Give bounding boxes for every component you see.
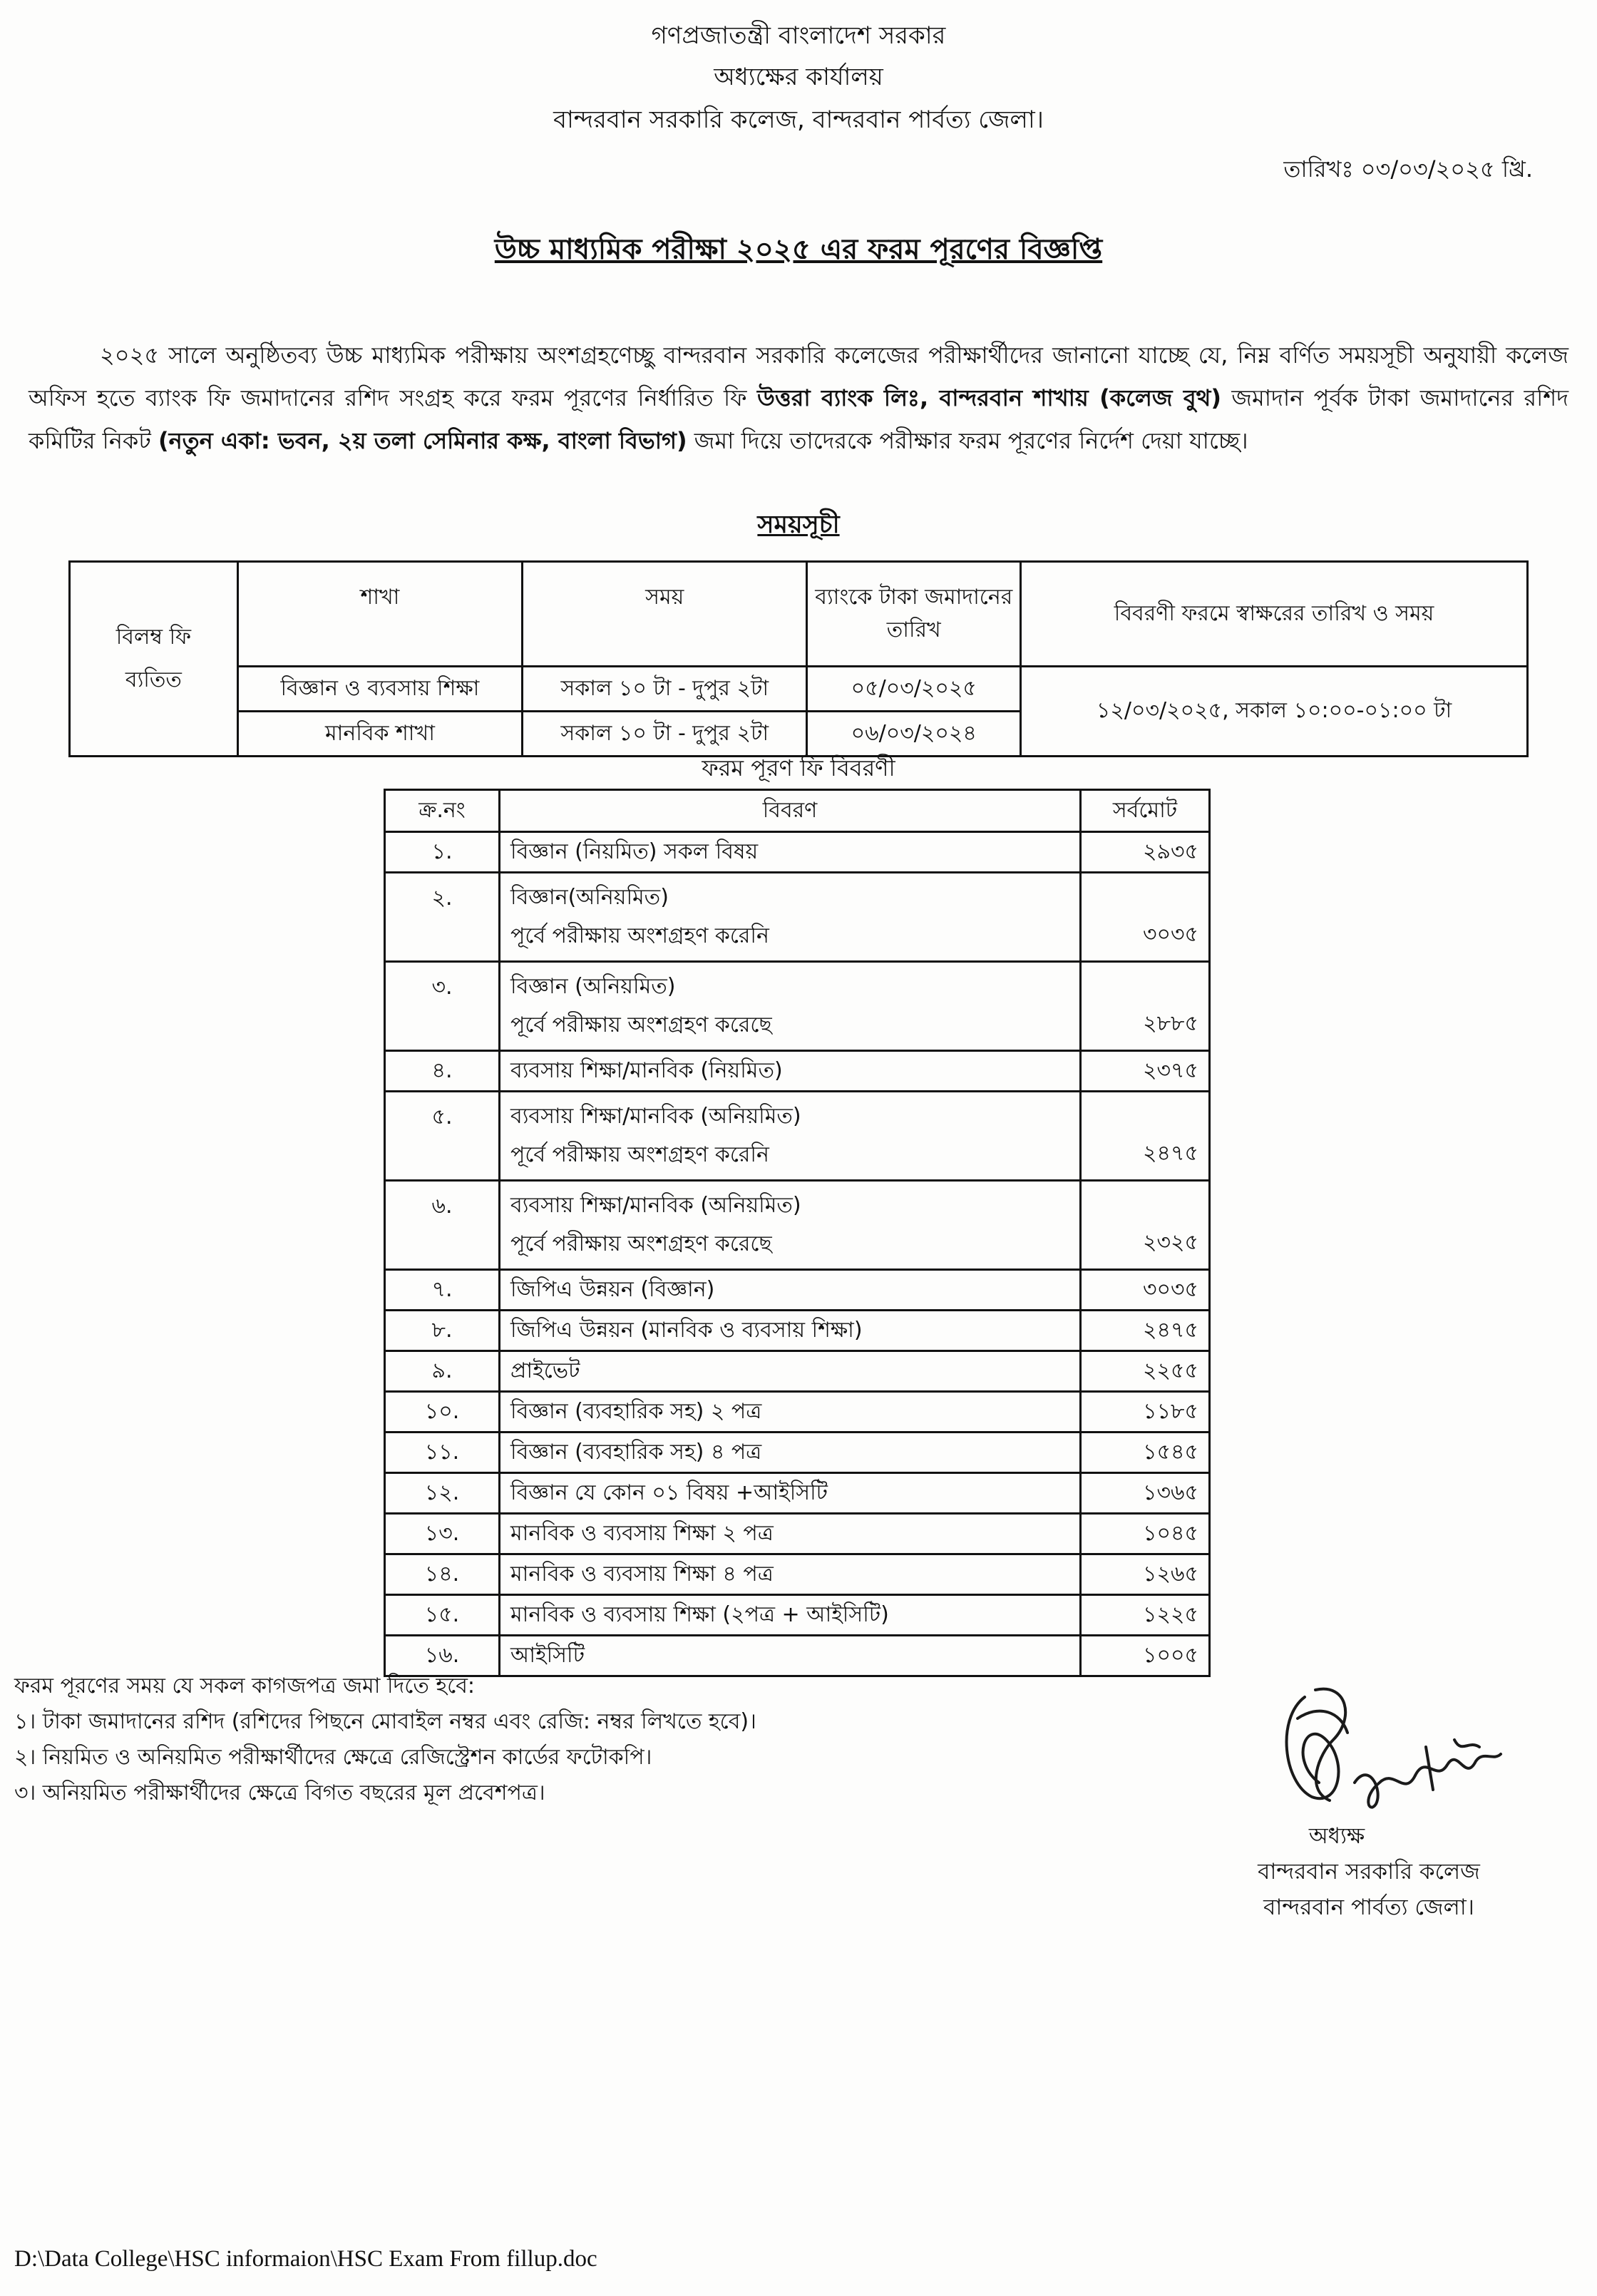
fee-amount: ২৩৭৫	[1081, 1051, 1210, 1092]
fee-amount: ২৪৭৫	[1081, 1311, 1210, 1351]
fee-serial: ৫.	[385, 1092, 500, 1181]
fee-description	[500, 1514, 1081, 1554]
fee-description-line: জিপিএ উন্নয়ন (বিজ্ঞান)	[510, 1277, 715, 1302]
fee-description-line: ব্যবসায় শিক্ষা/মানবিক (নিয়মিত)	[510, 1058, 783, 1083]
notice-paragraph	[29, 334, 1568, 462]
total-header: সর্বমোট	[1081, 790, 1210, 832]
fee-serial: ১১.	[385, 1433, 500, 1473]
fee-description-line: বিজ্ঞান (ব্যবহারিক সহ) ৪ পত্র	[510, 1440, 762, 1465]
fee-serial: ১.	[385, 832, 500, 873]
fee-amount: ১২২৫	[1081, 1595, 1210, 1636]
fee-row	[385, 1311, 1210, 1351]
fee-description	[500, 1595, 1081, 1636]
notice-title: উচ্চ মাধ্যমিক পরীক্ষা ২০২৫ এর ফরম পূরণের বিজ্ঞপ্তি	[494, 233, 1103, 266]
fee-description-line: বিজ্ঞান (অনিয়মিত)	[510, 974, 676, 999]
fee-amount: ২২৫৫	[1081, 1351, 1210, 1392]
fee-description-line: আইসিটি	[510, 1643, 585, 1668]
fee-header-row	[385, 790, 1210, 832]
notice-text-3: জমা দিয়ে তাদেরকে পরীক্ষার ফরম পূরণের নির্দেশ দেয়া যাচ্ছে।	[687, 427, 1248, 454]
serial-header: ক্র.নং	[385, 790, 500, 832]
fee-description-line: ব্যবসায় শিক্ষা/মানবিক (অনিয়মিত)	[510, 1193, 801, 1218]
fee-description-line: পূর্বে পরীক্ষায় অংশগ্রহণ করেছে	[510, 1231, 772, 1256]
fee-serial: ৭.	[385, 1270, 500, 1311]
requirement-item: ২। নিয়মিত ও অনিয়মিত পরীক্ষার্থীদের ক্ষেত্রে রেজিস্ট্রেশন কার্ডের ফটোকপি।	[14, 1745, 652, 1770]
fee-description	[500, 1473, 1081, 1514]
fee-description	[500, 1270, 1081, 1311]
schedule-title: সময়সূচী	[757, 511, 840, 539]
branch-cell: বিজ্ঞান ও ব্যবসায় শিক্ষা	[237, 667, 522, 712]
fee-description	[500, 1351, 1081, 1392]
fee-row	[385, 1433, 1210, 1473]
fee-serial: ১৪.	[385, 1554, 500, 1595]
schedule-table	[68, 560, 1529, 757]
fee-row	[385, 1473, 1210, 1514]
fee-description	[500, 1554, 1081, 1595]
notice-text-1: ২০২৫ সালে অনুষ্ঠিতব্য উচ্চ মাধ্যমিক পরীক্ষায় অংশগ্রহণেচ্ছু বান্দরবান সরকারি কলেজের পরীক্ষার্থীদের জানানো যাচ্ছে যে, নিম্ন বর্ণিত সময়সূচী অনুযায়ী কলেজ অফিস হতে ব্যাংক ফি জমাদানের রশিদ সংগ্রহ করে ফরম পূরণের নির্ধারিত ফি	[29, 342, 1568, 411]
fee-description-line: পূর্বে পরীক্ষায় অংশগ্রহণ করেছে	[510, 1013, 772, 1037]
fee-description	[500, 1433, 1081, 1473]
fee-description	[500, 1181, 1081, 1270]
signatory-institution: বান্দরবান সরকারি কলেজ	[1258, 1859, 1480, 1885]
fee-description-line: বিজ্ঞান (নিয়মিত) সকল বিষয়	[510, 839, 759, 864]
bank-date-cell: ০৬/০৩/২০২৪	[807, 712, 1021, 757]
fee-description-line: ব্যবসায় শিক্ষা/মানবিক (অনিয়মিত)	[510, 1104, 801, 1129]
fee-table-title: ফরম পূরণ ফি বিবরণী	[702, 754, 895, 781]
header-govt: গণপ্রজাতন্ত্রী বাংলাদেশ সরকার	[651, 21, 946, 50]
fee-amount: ২৩২৫	[1081, 1181, 1210, 1270]
signatory-district: বান্দরবান পার্বত্য জেলা।	[1263, 1895, 1474, 1920]
fee-serial: ১৩.	[385, 1514, 500, 1554]
fee-description-line: পূর্বে পরীক্ষায় অংশগ্রহণ করেনি	[510, 1142, 769, 1167]
fee-description	[500, 873, 1081, 962]
branch-cell: মানবিক শাখা	[237, 712, 522, 757]
fee-description	[500, 1392, 1081, 1433]
fee-amount: ১০০৫	[1081, 1636, 1210, 1676]
fee-description-line: বিজ্ঞান(অনিয়মিত)	[510, 885, 669, 910]
fee-description-line: প্রাইভেট	[510, 1358, 580, 1383]
fee-serial: ২.	[385, 873, 500, 962]
fee-serial: ৩.	[385, 962, 500, 1051]
fee-row	[385, 1092, 1210, 1181]
fee-description-line: বিজ্ঞান যে কোন ০১ বিষয় +আইসিটি	[510, 1480, 828, 1505]
notice-text-2: জমাদান পূর্বক টাকা জমাদানের রশিদ কমিটির নিকট	[29, 384, 1568, 454]
header-college: বান্দরবান সরকারি কলেজ, বান্দরবান পার্বত্য জেলা।	[553, 106, 1044, 134]
fee-serial: ১৬.	[385, 1636, 500, 1676]
fee-row	[385, 1051, 1210, 1092]
fee-row	[385, 1514, 1210, 1554]
header-office: অধ্যক্ষের কার্যালয়	[714, 63, 883, 91]
fee-description-line: জিপিএ উন্নয়ন (মানবিক ও ব্যবসায় শিক্ষা)	[510, 1318, 863, 1343]
fee-serial: ৬.	[385, 1181, 500, 1270]
fee-row	[385, 1270, 1210, 1311]
principal-signature	[1262, 1676, 1511, 1818]
fee-amount: ৩০৩৫	[1081, 1270, 1210, 1311]
sign-date-cell: ১২/০৩/২০২৫, সকাল ১০:০০-০১:০০ টা	[1021, 667, 1528, 757]
schedule-header-row	[70, 562, 1528, 667]
fee-description	[500, 1311, 1081, 1351]
time-cell: সকাল ১০ টা - দুপুর ২টা	[523, 712, 807, 757]
fee-row	[385, 1351, 1210, 1392]
fee-row	[385, 832, 1210, 873]
fee-row	[385, 1392, 1210, 1433]
sign-date-header: বিবরণী ফরমে স্বাক্ষরের তারিখ ও সময়	[1021, 562, 1528, 667]
fee-amount: ৩০৩৫	[1081, 873, 1210, 962]
fee-amount: ২৪৭৫	[1081, 1092, 1210, 1181]
fee-description	[500, 1051, 1081, 1092]
late-fee-cell	[70, 562, 238, 757]
fee-amount: ২৯৩৫	[1081, 832, 1210, 873]
requirement-item: ১। টাকা জমাদানের রশিদ (রশিদের পিছনে মোবাইল নম্বর এবং রেজি: নম্বর লিখতে হবে)।	[14, 1709, 756, 1734]
fee-row	[385, 1181, 1210, 1270]
late-fee-label: বিলম্ব ফি ব্যতিত	[115, 625, 192, 692]
fee-description-line: মানবিক ও ব্যবসায় শিক্ষা ৪ পত্র	[510, 1562, 774, 1587]
fee-amount: ২৮৮৫	[1081, 962, 1210, 1051]
branch-header: শাখা	[237, 562, 522, 667]
fee-serial: ১২.	[385, 1473, 500, 1514]
fee-row	[385, 873, 1210, 962]
submission-location: (নতুন একা: ভবন, ২য় তলা সেমিনার কক্ষ, বাংলা বিভাগ)	[158, 427, 687, 454]
requirements-heading: ফরম পূরণের সময় যে সকল কাগজপত্র জমা দিতে হবে:	[14, 1674, 476, 1698]
bank-date-cell: ০৫/০৩/২০২৫	[807, 667, 1021, 712]
fee-serial: ১৫.	[385, 1595, 500, 1636]
fee-description-line: বিজ্ঞান (ব্যবহারিক সহ) ২ পত্র	[510, 1399, 762, 1424]
signature-block	[1141, 1818, 1597, 1925]
designation: অধ্যক্ষ	[1308, 1823, 1365, 1849]
fee-row	[385, 1595, 1210, 1636]
fee-amount: ১৫৪৫	[1081, 1433, 1210, 1473]
fee-amount: ১৩৬৫	[1081, 1473, 1210, 1514]
fee-description	[500, 832, 1081, 873]
fee-amount: ১০৪৫	[1081, 1514, 1210, 1554]
fee-serial: ১০.	[385, 1392, 500, 1433]
fee-description-line: মানবিক ও ব্যবসায় শিক্ষা (২পত্র + আইসিটি)	[510, 1602, 889, 1627]
fee-amount: ১১৮৫	[1081, 1392, 1210, 1433]
bank-date-header: ব্যাংকে টাকা জমাদানের তারিখ	[807, 562, 1021, 667]
fee-amount: ১২৬৫	[1081, 1554, 1210, 1595]
requirement-item: ৩। অনিয়মিত পরীক্ষার্থীদের ক্ষেত্রে বিগত বছরের মূল প্রবেশপত্র।	[14, 1780, 545, 1805]
fee-description-line: মানবিক ও ব্যবসায় শিক্ষা ২ পত্র	[510, 1521, 774, 1546]
fee-table-body	[385, 832, 1210, 1676]
fee-description	[500, 962, 1081, 1051]
description-header: বিবরণ	[500, 790, 1081, 832]
fee-description	[500, 1092, 1081, 1181]
fee-serial: ৪.	[385, 1051, 500, 1092]
fee-description-line: পূর্বে পরীক্ষায় অংশগ্রহণ করেনি	[510, 923, 769, 948]
time-cell: সকাল ১০ টা - দুপুর ২টা	[523, 667, 807, 712]
schedule-row	[70, 667, 1528, 712]
fee-row	[385, 1554, 1210, 1595]
fee-serial: ৮.	[385, 1311, 500, 1351]
time-header: সময়	[523, 562, 807, 667]
fee-table	[384, 789, 1211, 1677]
fee-serial: ৯.	[385, 1351, 500, 1392]
fee-row	[385, 962, 1210, 1051]
requirements-list	[14, 1669, 756, 1811]
bank-name: উত্তরা ব্যাংক লিঃ, বান্দরবান শাখায় (কলেজ বুথ)	[756, 384, 1222, 411]
file-path-footer: D:\Data College\HSC informaion\HSC Exam From fillup.doc	[14, 2246, 597, 2272]
notice-date: তারিখঃ ০৩/০৩/২০২৫ খ্রি.	[1283, 155, 1533, 183]
